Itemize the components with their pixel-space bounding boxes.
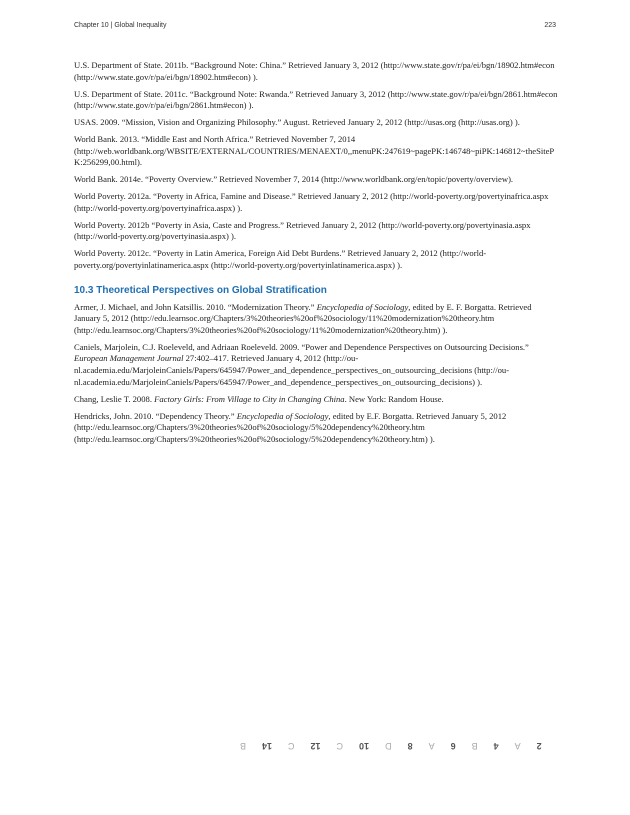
reference-entry	[74, 89, 558, 112]
reference-entry	[74, 60, 558, 83]
reference-italic-title: Factory Girls: From Village to City in Changing China	[154, 393, 345, 404]
reference-entry	[74, 248, 558, 271]
reference-entry	[74, 191, 558, 214]
reference-italic-title: European Management Journal	[74, 353, 184, 364]
reference-text: Caniels, Marjolein, C.J. Roeleveld, and Adriaan Roeleveld. 2009. “Power and Dependence Perspectives on Outsourcing Decisions.”	[74, 341, 529, 352]
reference-text-tail: . New York: Random House.	[344, 393, 444, 404]
footer-mark: A	[428, 741, 435, 751]
reference-text-tail: 27:402–417. Retrieved January 4, 2012 (http://ou-nl.academia.edu/MarjoleinCaniels/Papers/645947/Power_and_dependence_perspectives_on_outsourcing_decisions (http://ou-nl.academia.edu/MarjoleinCaniels/Papers/645947/Power_and_dependence_perspectives_on_outsourcing_decisions) ).	[74, 353, 510, 387]
reference-text: World Bank. 2013. “Middle East and North Africa.” Retrieved November 7, 2014 (http://web.worldbank.org/WBSITE/EXTERNAL/COUNTRIES/MENAEXT/0,,menuPK:247619~pagePK:146748~piPK:146812~theSitePK:256299,00.html).	[74, 134, 555, 168]
footer-mark: C	[288, 741, 295, 751]
footer-mark: B	[471, 741, 478, 751]
reference-entry	[74, 394, 558, 406]
reference-text: U.S. Department of State. 2011b. “Background Note: China.” Retrieved January 3, 2012 (http://www.state.gov/r/pa/ei/bgn/18902.htm#econ (http://www.state.gov/r/pa/ei/bgn/18902.htm#econ) ).	[74, 60, 555, 82]
reference-text: USAS. 2009. “Mission, Vision and Organizing Philosophy.” August. Retrieved January 2, 2012 (http://usas.org (http://usas.org) ).	[74, 117, 520, 128]
page-number: 223	[544, 22, 556, 29]
footer-mark: 2	[536, 741, 542, 751]
footer-marks-row	[232, 741, 550, 751]
footer-mark: 8	[407, 741, 413, 751]
reference-entry	[74, 342, 558, 388]
reference-text: Chang, Leslie T. 2008.	[74, 393, 155, 404]
reference-text: Hendricks, John. 2010. “Dependency Theory.”	[74, 410, 237, 421]
footer-mark: 12	[310, 741, 321, 751]
footer-marks	[0, 741, 630, 755]
reference-list-top	[74, 60, 558, 272]
reference-italic-title: Encyclopedia of Sociology	[236, 410, 329, 421]
footer-mark: 10	[359, 741, 370, 751]
reference-italic-title: Encyclopedia of Sociology	[316, 301, 409, 312]
page-header	[74, 22, 556, 34]
reference-list-section	[74, 302, 558, 446]
reference-text-tail: , edited by E. F. Borgatta. Retrieved January 5, 2012 (http://edu.learnsoc.org/Chapters/3%20theories%20of%20sociology/11%20modernization%20theory.htm (http://edu.learnsoc.org/Chapters/3%20theories%20of%20sociology/11%20modernization%20theory.htm) ).	[74, 301, 532, 335]
reference-entry	[74, 302, 558, 337]
reference-text: World Poverty. 2012c. “Poverty in Latin America, Foreign Aid Debt Burdens.” Retrieved January 2, 2012 (http://world-poverty.org/povertyinlatinamerica.aspx (http://world-poverty.org/povertyinlatinamerica.aspx) ).	[74, 248, 487, 271]
chapter-title: Chapter 10 | Global Inequality	[74, 22, 167, 29]
reference-entry	[74, 117, 558, 129]
reference-text: Armer, J. Michael, and John Katsillis. 2010. “Modernization Theory.”	[74, 301, 317, 312]
footer-mark: B	[240, 741, 247, 751]
reference-entry	[74, 220, 558, 243]
reference-text: World Poverty. 2012b “Poverty in Asia, Caste and Progress.” Retrieved January 2, 2012 (http://world-poverty.org/povertyinasia.aspx (http://world-poverty.org/povertyinasia.aspx) ).	[74, 219, 531, 242]
reference-text: U.S. Department of State. 2011c. “Background Note: Rwanda.” Retrieved January 3, 2012 (http://www.state.gov/r/pa/ei/bgn/2861.htm#econ (http://www.state.gov/r/pa/ei/bgn/2861.htm#econ) ).	[74, 88, 558, 111]
footer-mark: 4	[493, 741, 499, 751]
footer-mark: 14	[262, 741, 273, 751]
section-heading: 10.3 Theoretical Perspectives on Global Stratification	[74, 284, 327, 296]
reference-text: World Poverty. 2012a. “Poverty in Africa, Famine and Disease.” Retrieved January 2, 2012 (http://world-poverty.org/povertyinafrica.aspx (http://world-poverty.org/povertyinafrica.aspx) ).	[74, 191, 549, 213]
reference-entry	[74, 174, 558, 186]
footer-mark: D	[385, 741, 392, 751]
footer-mark: C	[336, 741, 344, 751]
reference-text-tail: , edited by E.F. Borgatta. Retrieved January 5, 2012 (http://edu.learnsoc.org/Chapters/3%20theories%20of%20sociology/5%20dependency%20theory.htm (http://edu.learnsoc.org/Chapters/3%20theories%20of%20sociology/5%20dependency%20theory.htm) ).	[74, 410, 507, 444]
reference-entry	[74, 134, 558, 169]
references-content	[74, 60, 558, 451]
reference-text: World Bank. 2014e. “Poverty Overview.” Retrieved November 7, 2014 (http://www.worldbank.org/en/topic/poverty/overview).	[74, 174, 514, 185]
reference-entry	[74, 411, 558, 446]
footer-mark: A	[514, 741, 521, 751]
footer-mark: 6	[450, 741, 456, 751]
